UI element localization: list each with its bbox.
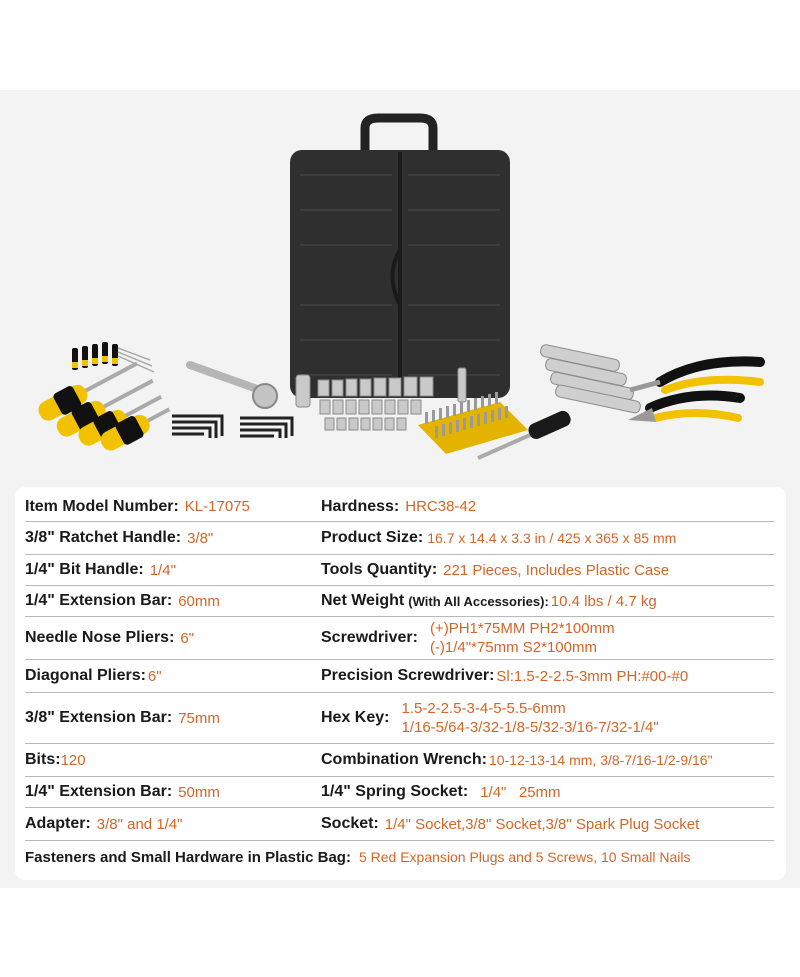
spec-table — [15, 487, 786, 880]
spec-row — [25, 693, 774, 744]
spec-value: 60mm — [178, 592, 220, 610]
spec-value: 221 Pieces, Includes Plastic Case — [443, 561, 670, 579]
spec-row — [25, 808, 774, 841]
spec-label: Needle Nose Pliers: — [25, 629, 175, 646]
spec-label: Net Weight — [321, 592, 405, 609]
spec-label: Product Size: — [321, 529, 424, 546]
precision-screwdrivers — [72, 342, 154, 372]
spec-row — [25, 617, 774, 660]
spec-value: KL-17075 — [184, 498, 250, 515]
spec-value: Sl:1.5-2-2.5-3mm PH:#00-#0 — [496, 667, 689, 685]
spec-row-footer — [25, 841, 774, 873]
spec-label: 1/4" Extension Bar: — [25, 592, 173, 609]
spec-label: Hex Key: — [321, 709, 390, 726]
spec-value: 50mm — [178, 783, 220, 801]
spec-label: Adapter: — [25, 815, 91, 832]
combination-wrenches — [540, 344, 642, 414]
spec-row — [25, 744, 774, 777]
spec-label: Item Model Number: — [25, 497, 179, 515]
spec-value: 1/4" 25mm — [480, 783, 561, 801]
spec-value: 16.7 x 14.4 x 3.3 in / 425 x 365 x 85 mm — [427, 530, 677, 546]
spec-value: 6" — [147, 667, 162, 685]
spec-value: 1/16-5/64-3/32-1/8-5/32-3/16-7/32-1/4" — [401, 719, 659, 736]
spec-label: Diagonal Pliers: — [25, 667, 146, 684]
spec-row — [25, 492, 774, 522]
spec-value: 1/4" — [149, 561, 176, 579]
tool-case — [290, 118, 510, 398]
spec-label: Tools Quantity: — [321, 561, 438, 578]
spec-label: Precision Screwdriver: — [321, 667, 495, 684]
spec-value: (+)PH1*75MM PH2*100mm — [429, 620, 615, 637]
spec-label: Screwdriver: — [321, 629, 418, 646]
spec-label: 1/4" Extension Bar: — [25, 783, 173, 800]
spec-value: 6" — [180, 629, 195, 647]
product-photo — [0, 90, 800, 480]
spec-value: HRC38-42 — [405, 498, 477, 515]
spec-row — [25, 777, 774, 808]
spec-value: 120 — [60, 751, 86, 769]
hex-keys — [172, 416, 292, 438]
spec-value: 5 Red Expansion Plugs and 5 Screws, 10 Small Nails — [358, 849, 691, 865]
spec-value: 10-12-13-14 mm, 3/8-7/16-1/2-9/16" — [488, 752, 713, 768]
spec-label: Hardness: — [321, 497, 400, 515]
spec-row — [25, 522, 774, 555]
pliers — [628, 361, 760, 422]
spec-value: 1.5-2-2.5-3-4-5-5.5-6mm — [401, 700, 566, 717]
spec-label: Combination Wrench: — [321, 751, 487, 768]
spec-label: Socket: — [321, 815, 379, 832]
spec-row — [25, 586, 774, 617]
spec-row — [25, 660, 774, 693]
spec-label-note: (With All Accessories): — [408, 593, 549, 609]
spec-row — [25, 555, 774, 586]
spec-value: 3/8" — [187, 529, 214, 547]
spec-label: 1/4" Bit Handle: — [25, 561, 144, 578]
spec-value: 3/8" and 1/4" — [96, 815, 183, 833]
spec-value: (-)1/4"*75mm S2*100mm — [429, 639, 597, 656]
spec-value: 1/4" Socket,3/8" Socket,3/8" Spark Plug Socket — [384, 815, 700, 833]
spec-label: 1/4" Spring Socket: — [321, 783, 469, 800]
spec-label: 3/8" Extension Bar: — [25, 709, 173, 726]
spec-value: 10.4 lbs / 4.7 kg — [550, 592, 657, 610]
spec-value: 75mm — [178, 709, 220, 727]
spec-label: 3/8" Ratchet Handle: — [25, 529, 182, 546]
screwdrivers — [34, 353, 175, 456]
spec-label: Fasteners and Small Hardware in Plastic Bag: — [25, 848, 351, 866]
ratchet-handle — [190, 365, 277, 408]
spec-label: Bits: — [25, 751, 61, 768]
